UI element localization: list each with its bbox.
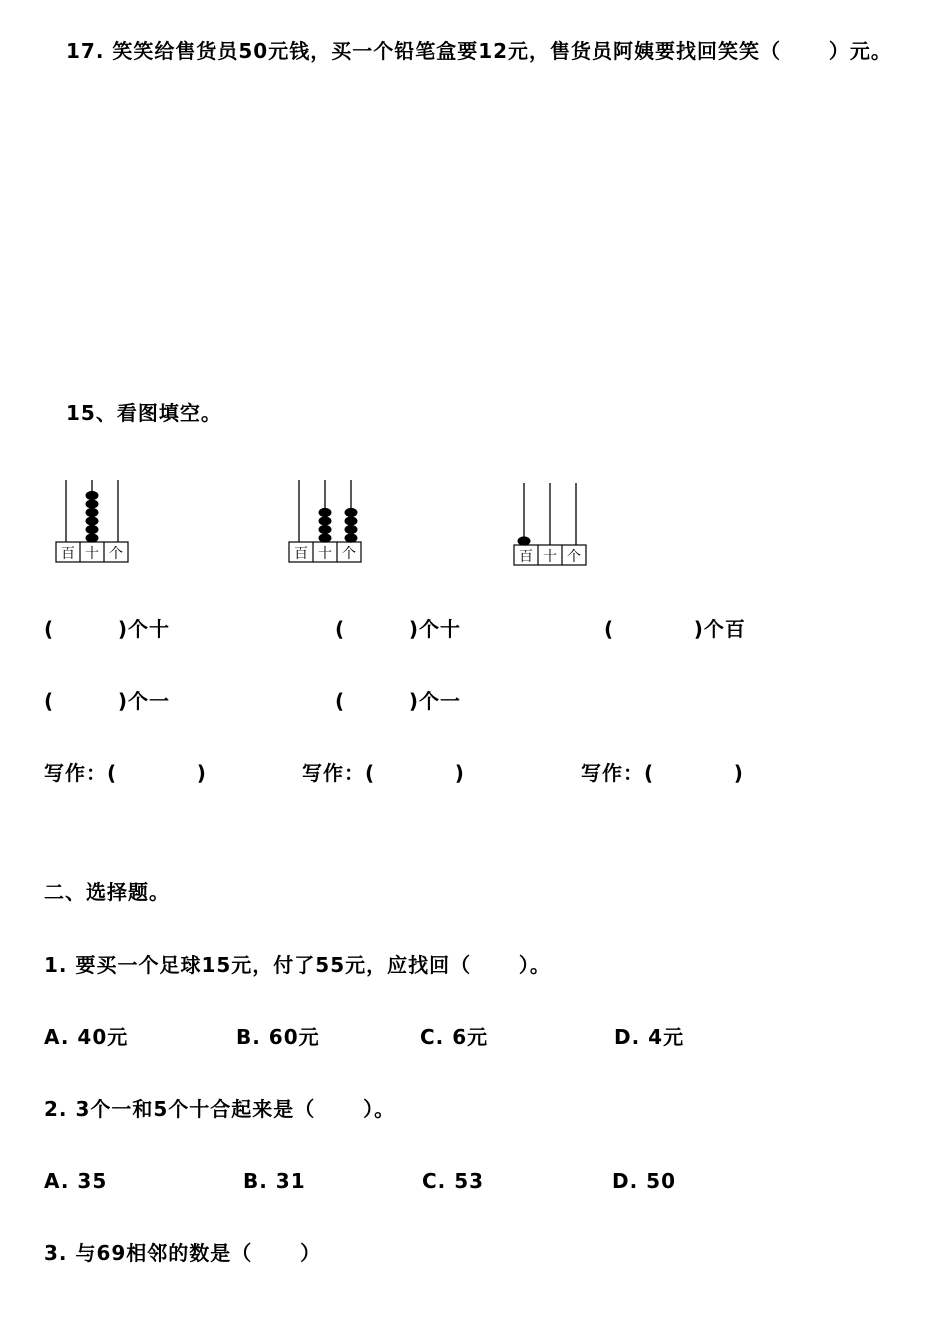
label-ones: 个 — [109, 546, 123, 562]
choice-q2-option-c[interactable]: C. 53 — [422, 1169, 485, 1193]
choice-q2-option-d[interactable]: D. 50 — [612, 1169, 676, 1193]
label-hundreds: 百 — [294, 546, 308, 562]
choice-q1-option-c[interactable]: C. 6元 — [420, 1025, 489, 1049]
label-hundreds: 百 — [61, 546, 75, 562]
bead-tens — [86, 516, 99, 525]
bead-tens — [86, 491, 99, 500]
bead-ones — [345, 533, 358, 542]
choice-q1-option-a[interactable]: A. 40元 — [44, 1025, 129, 1049]
blank-a-ones[interactable]: ( )个一 — [44, 689, 170, 713]
bead-tens — [86, 508, 99, 517]
choice-q2-option-a[interactable]: A. 35 — [44, 1169, 108, 1193]
abacus-2 — [288, 478, 364, 564]
choice-q2-option-b[interactable]: B. 31 — [243, 1169, 306, 1193]
abacus-1 — [55, 478, 131, 564]
bead-tens — [319, 508, 332, 517]
bead-ones — [345, 525, 358, 534]
label-tens: 十 — [318, 546, 332, 562]
blank-b-tens[interactable]: ( )个十 — [335, 617, 461, 641]
blank-b-ones[interactable]: ( )个一 — [335, 689, 461, 713]
choice-q2: 2. 3个一和5个十合起来是（ ）。 — [44, 1097, 396, 1121]
abacus-2-drawing — [288, 478, 364, 564]
bead-tens — [319, 533, 332, 542]
bead-tens — [86, 533, 99, 542]
choice-q3: 3. 与69相邻的数是（ ） — [44, 1241, 322, 1265]
label-hundreds: 百 — [519, 549, 533, 565]
bead-ones — [345, 508, 358, 517]
question-15-title: 15、看图填空。 — [66, 401, 222, 425]
abacus-3-drawing — [513, 481, 589, 567]
write-b[interactable]: 写作：( ) — [302, 761, 465, 785]
blank-c-hundreds[interactable]: ( )个百 — [604, 617, 746, 641]
abacus-1-drawing — [55, 478, 131, 564]
bead-tens — [86, 525, 99, 534]
bead-ones — [345, 516, 358, 525]
write-a[interactable]: 写作：( ) — [44, 761, 207, 785]
bead-hundreds — [518, 536, 531, 545]
bead-tens — [319, 516, 332, 525]
choice-q1-option-b[interactable]: B. 60元 — [236, 1025, 320, 1049]
label-tens: 十 — [85, 546, 99, 562]
label-ones: 个 — [342, 546, 356, 562]
write-c[interactable]: 写作：( ) — [581, 761, 744, 785]
label-tens: 十 — [543, 549, 557, 565]
choice-q1: 1. 要买一个足球15元，付了55元，应找回（ ）。 — [44, 953, 551, 977]
blank-a-tens[interactable]: ( )个十 — [44, 617, 170, 641]
label-ones: 个 — [567, 549, 581, 565]
abacus-3 — [513, 481, 589, 567]
abacus-2-beads — [319, 508, 358, 543]
bead-tens — [86, 499, 99, 508]
abacus-3-beads — [518, 536, 531, 545]
section-2-title: 二、选择题。 — [44, 880, 170, 904]
choice-q1-option-d[interactable]: D. 4元 — [614, 1025, 685, 1049]
bead-tens — [319, 525, 332, 534]
abacus-1-beads — [86, 491, 99, 543]
question-17: 17. 笑笑给售货员50元钱，买一个铅笔盒要12元，售货员阿姨要找回笑笑（ ）元。 — [66, 39, 892, 63]
